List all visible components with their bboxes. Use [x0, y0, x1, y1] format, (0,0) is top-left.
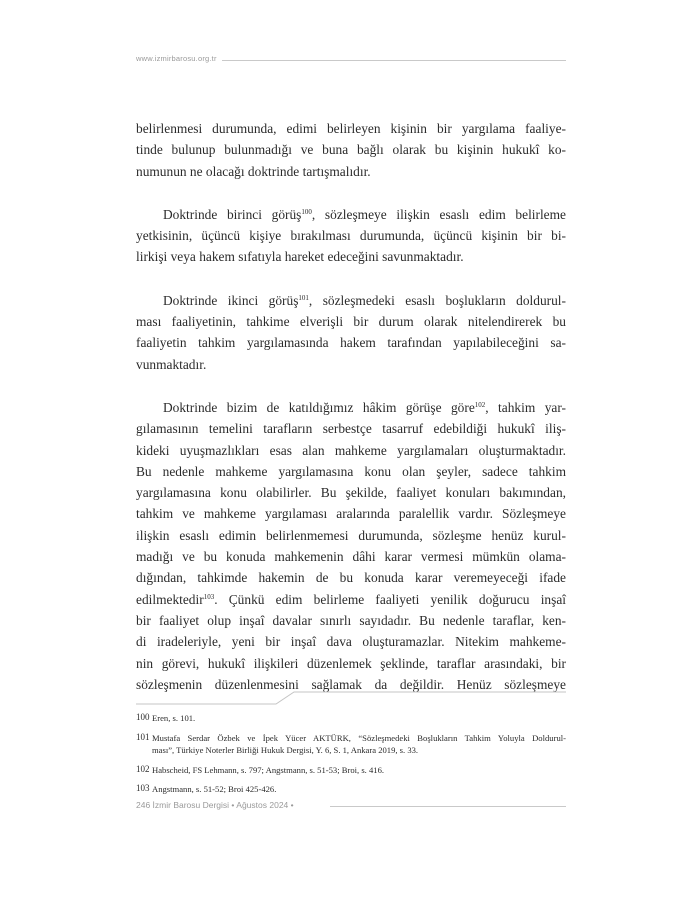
footnote-separator: [136, 690, 566, 710]
footnotes: [136, 712, 566, 803]
footnote-ref: 100: [301, 207, 312, 216]
footnote-ref: 102: [474, 400, 486, 409]
body-line: Bu nedenle mahkeme yargılamasına konu olan şeyler, sadece tahkim: [136, 463, 566, 479]
footnote-ref: 103: [203, 592, 215, 601]
footnote-text: ması”, Türkiye Noterler Birliği Hukuk Dergisi, Y. 6, S. 1, Ankara 2019, s. 33.: [152, 745, 419, 755]
footnote: [136, 783, 566, 796]
body-line: faaliyetin tahkim yargılamasında hakem tarafından yapılabileceğini sa-: [136, 335, 566, 351]
footnote-number: 102: [136, 763, 150, 774]
body-line: yetkisinin, üçüncü kişiye bırakılması durumunda, üçüncü kişinin bir bi-: [136, 228, 566, 244]
body-line: numunun ne olacağı doktrinde tartışmalıdır.: [136, 163, 371, 179]
body-line: vunmaktadır.: [136, 356, 207, 372]
footnote: [136, 732, 566, 757]
body-line: madığı ve bu konuda mahkemenin dâhi karar vermesi mümkün olama-: [136, 549, 566, 565]
body-line: tahkim ve mahkeme yargılaması aralarında paralellik vardır. Sözleşmeye: [136, 506, 566, 522]
body-line: bir faaliyet olup inşaî davalar sınırlı sayıdadır. Bu nedenle taraflar, ken-: [136, 612, 566, 628]
footnote-number: 103: [136, 783, 150, 793]
body-line: ması faaliyetinin, tahkime elverişli bir durum olarak nitelendirerek bu: [136, 314, 566, 330]
body-line: tinde bulunup bulunmadığı ve buna bağlı olarak bu kişinin hukukî ko-: [136, 142, 566, 158]
footnote-number: 100: [136, 712, 150, 722]
footnote: [136, 712, 566, 725]
body-line: yargılamasına konu olabilirler. Bu şekilde, faaliyet konuları bakımından,: [136, 485, 566, 501]
body-line: di iradeleriyle, yeni bir inşaî dava oluşturamazlar. Nitekim mahkeme-: [136, 634, 566, 650]
footnote-text: Habscheid, FS Lehmann, s. 797; Angstmann, s. 51-53; Broi, s. 416.: [152, 764, 385, 775]
body-line: lirkişi veya hakem sıfatıyla hareket edeceğini savunmaktadır.: [136, 249, 464, 265]
body-line: nin görevi, hukukî ilişkileri düzenlemek şeklinde, taraflar arasındaki, bir: [136, 655, 566, 671]
header-rule: [222, 60, 566, 61]
footnote-text: Mustafa Serdar Özbek ve İpek Yücer AKTÜRK, “Sözleşmedeki Boşlukların Tahkim Yoluyla Doldurul-: [152, 732, 566, 743]
footnote-text: Eren, s. 101.: [152, 713, 196, 723]
header-url: www.izmirbarosu.org.tr: [136, 54, 217, 63]
footnote: [136, 764, 566, 777]
body-line: belirlenmesi durumunda, edimi belirleyen kişinin bir yargılama faaliye-: [136, 121, 566, 136]
body-line: gılamasının temelini tarafların serbestçe tasarruf edebildiği hukukî iliş-: [136, 421, 566, 437]
body-line: edilmektedir$^{103}$. Çünkü edim belirleme faaliyeti yenilik doğurucu inşaî: [136, 591, 566, 607]
footer-rule: [330, 806, 566, 807]
body-line: Doktrinde bizim de katıldığımız hâkim görüşe göre$^{102}$, tahkim yar-: [163, 399, 566, 415]
footnote-ref: 101: [298, 293, 309, 302]
footnote-text: Angstmann, s. 51-52; Broi 425-426.: [152, 784, 277, 794]
body-line: ilişkin esaslı edimin belirlenmemesi durumunda, sözleşme henüz kurul-: [136, 527, 566, 543]
footnote-number: 101: [136, 731, 150, 742]
body-line: Doktrinde ikinci görüş$^{101}$, sözleşmedeki esaslı boşlukların doldurul-: [163, 292, 566, 308]
body-line: sözleşmenin düzenlenmesini sağlamak da değildir. Henüz sözleşmeye: [136, 676, 566, 692]
footer-text: 246 İzmir Barosu Dergisi • Ağustos 2024 •: [136, 800, 294, 810]
running-header: [136, 54, 566, 68]
body-line: kideki uyuşmazlıkları esas alan mahkeme yargılamaları oluşturmaktadır.: [136, 442, 566, 458]
running-footer: [136, 800, 566, 814]
body-line: dığından, tahkimde hakemin de bu konuda karar veremeyeceği ifade: [136, 570, 566, 586]
body-line: Doktrinde birinci görüş$^{100}$, sözleşmeye ilişkin esaslı edim belirleme: [163, 206, 566, 222]
body-text: [136, 118, 566, 695]
